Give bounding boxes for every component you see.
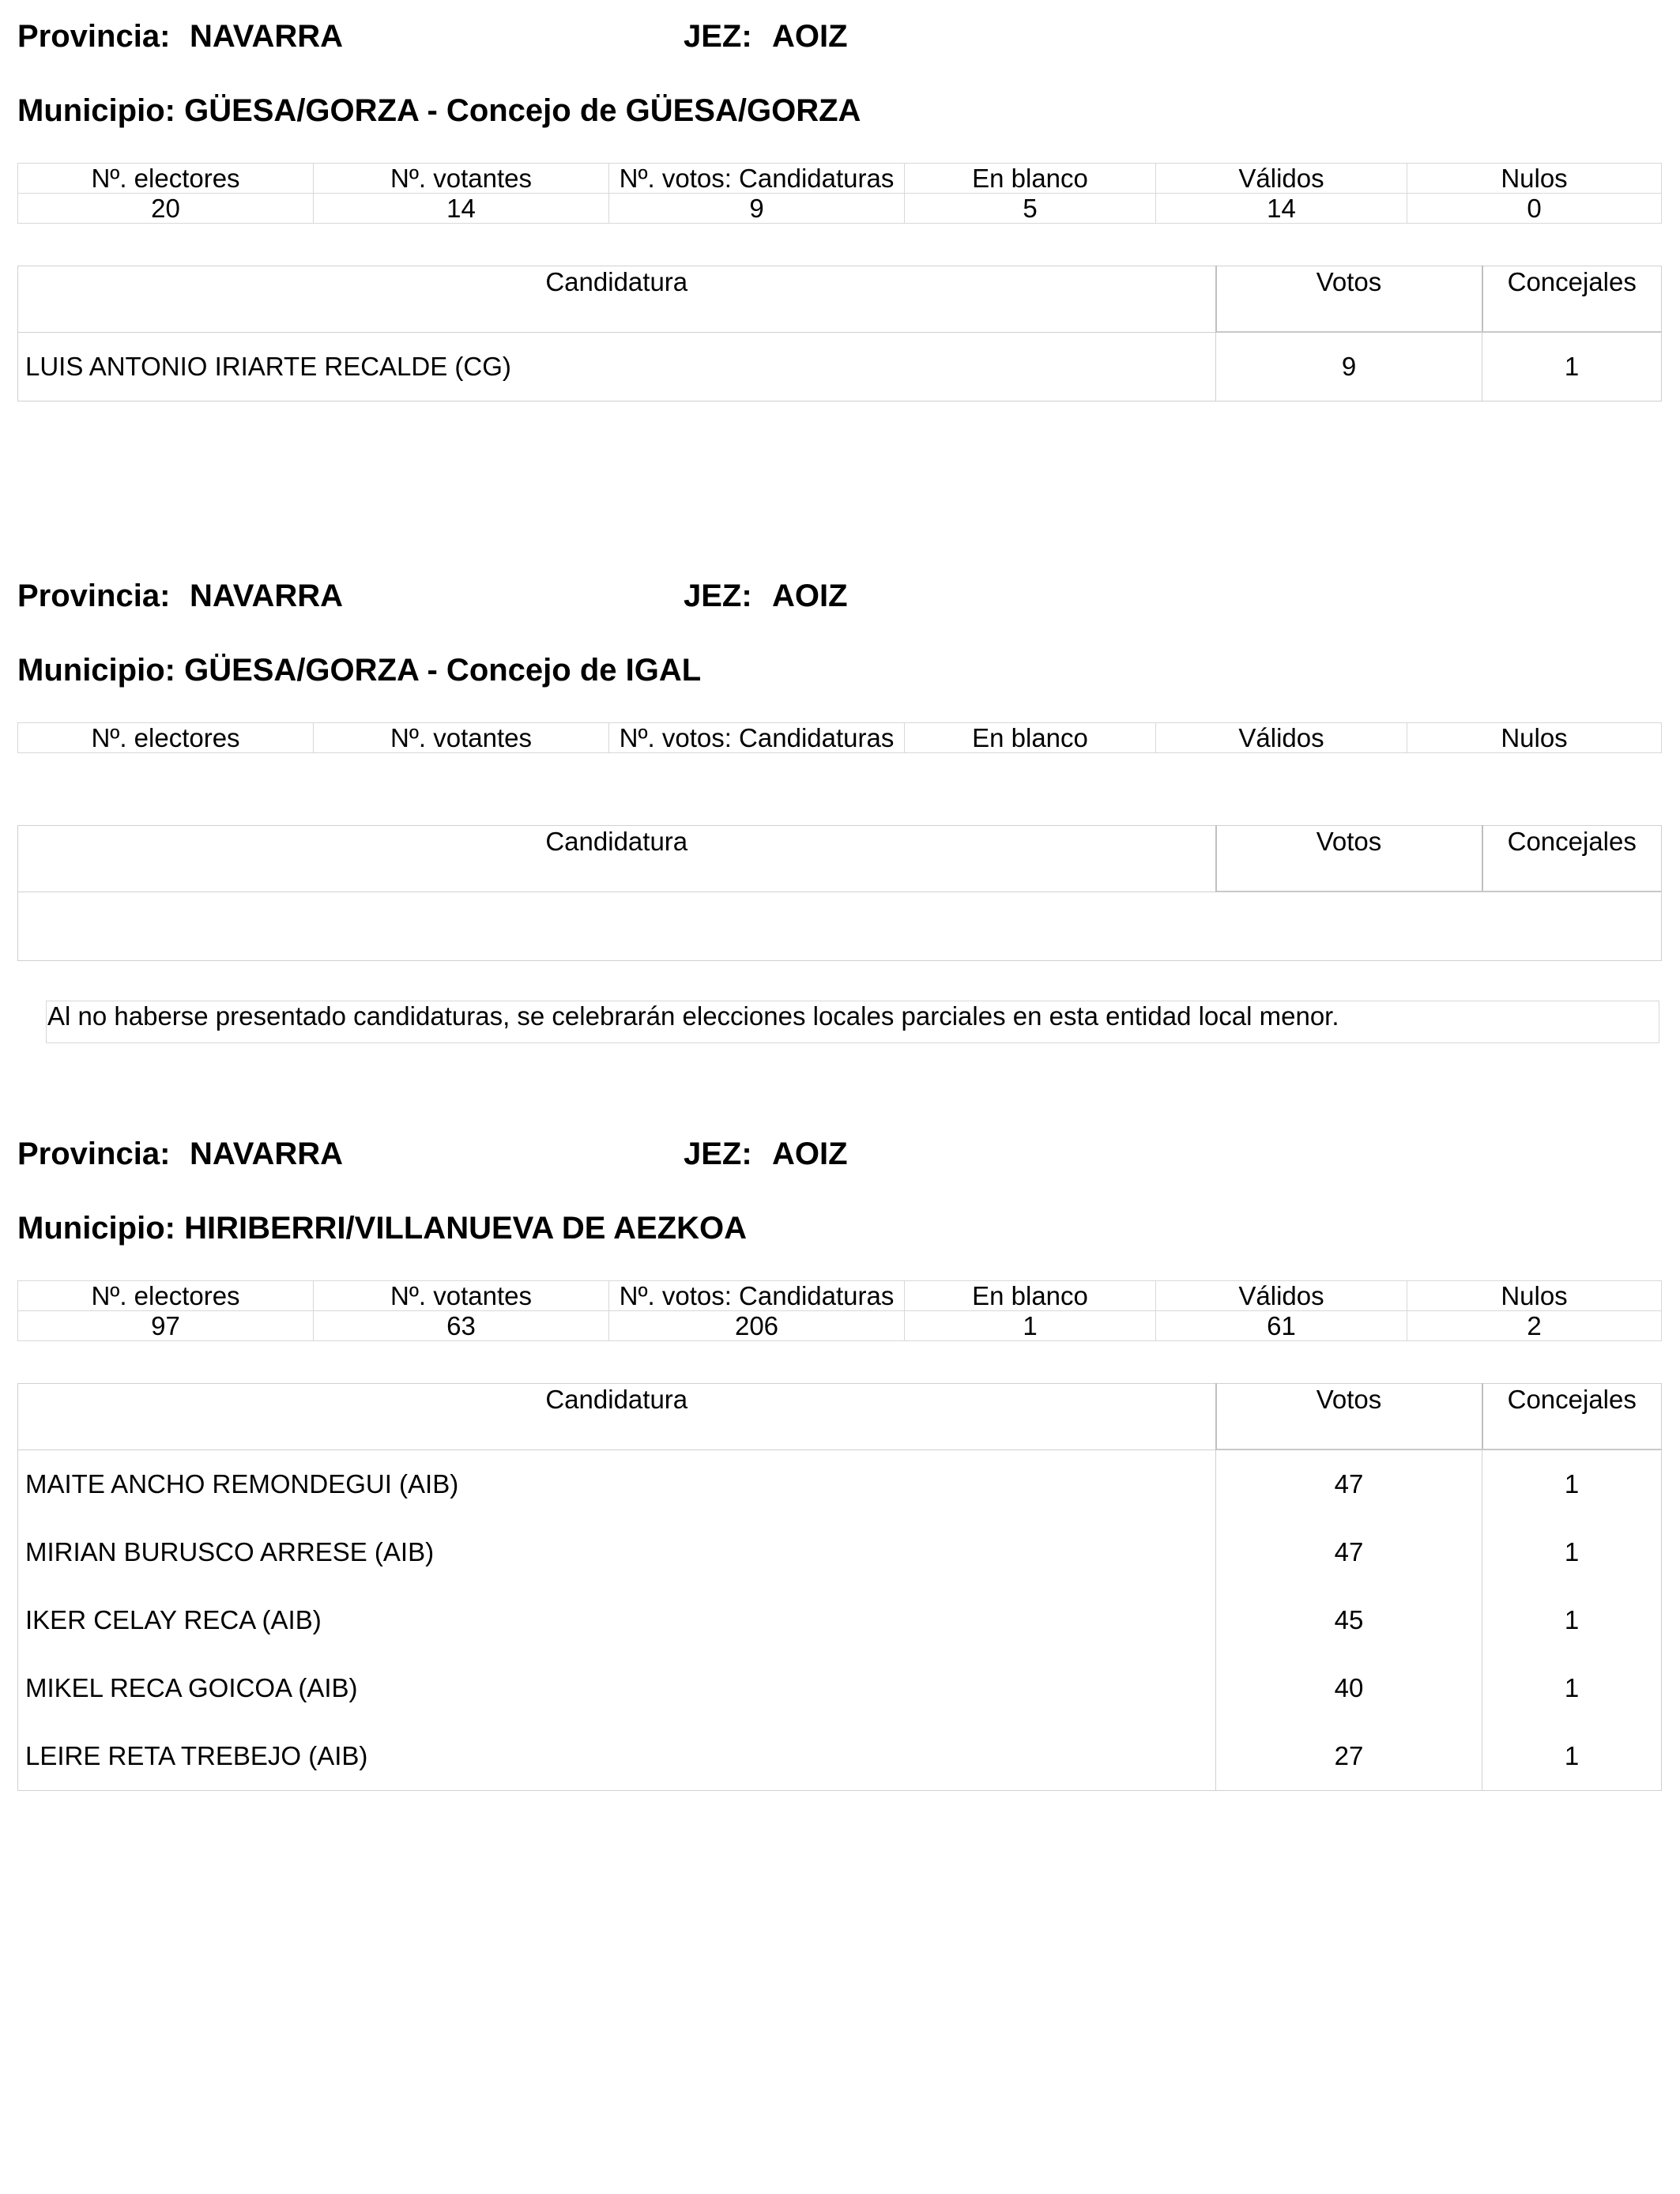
stats-table xyxy=(17,722,1662,753)
stats-header-row xyxy=(18,1281,1662,1311)
candidate-votos: 40 xyxy=(1216,1654,1482,1722)
stats-value-electores: 97 xyxy=(18,1311,314,1341)
candidates-table xyxy=(17,266,1662,401)
jez-value: AOIZ xyxy=(772,19,848,54)
header-line xyxy=(17,1133,1203,1173)
stats-header-nulos: Nulos xyxy=(1407,164,1662,194)
candidates-table xyxy=(17,1383,1662,1791)
stats-value-votantes: 14 xyxy=(314,194,609,224)
provincia-label: Provincia: xyxy=(17,19,171,54)
no-candidates-note: Al no haberse presentado candidaturas, se celebrarán elecciones locales parciales en esta entidad local menor. xyxy=(46,1001,1659,1043)
stats-value-electores: 20 xyxy=(18,194,314,224)
candidate-row xyxy=(18,1654,1662,1722)
candidate-name: LUIS ANTONIO IRIARTE RECALDE (CG) xyxy=(18,332,1216,401)
candidate-name: LEIRE RETA TREBEJO (AIB) xyxy=(18,1722,1216,1791)
candidates-table xyxy=(17,825,1662,961)
header-votos: Votos xyxy=(1216,1384,1482,1450)
stats-value-validos: 14 xyxy=(1156,194,1407,224)
stats-value-en-blanco: 1 xyxy=(905,1311,1156,1341)
candidate-votos: 9 xyxy=(1216,332,1482,401)
stats-header-votos-candidaturas: Nº. votos: Candidaturas xyxy=(609,723,905,753)
provincia-label: Provincia: xyxy=(17,579,171,613)
municipio-title: Municipio: GÜESA/GORZA - Concejo de GÜESA/GORZA xyxy=(17,93,861,128)
candidate-row xyxy=(18,1518,1662,1586)
jez-label: JEZ: xyxy=(684,19,752,54)
stats-header-votantes: Nº. votantes xyxy=(314,1281,609,1311)
stats-header-electores: Nº. electores xyxy=(18,164,314,194)
stats-header-row xyxy=(18,723,1662,753)
provincia-label: Provincia: xyxy=(17,1137,171,1171)
candidate-row xyxy=(18,1586,1662,1654)
candidates-header-row xyxy=(18,826,1662,892)
candidate-row xyxy=(18,1722,1662,1791)
stats-header-electores: Nº. electores xyxy=(18,1281,314,1311)
stats-header-row xyxy=(18,164,1662,194)
candidate-concejales: 1 xyxy=(1482,1586,1662,1654)
candidate-concejales: 1 xyxy=(1482,1449,1662,1518)
header-candidatura: Candidatura xyxy=(18,266,1216,333)
stats-value-votos-candidaturas: 9 xyxy=(609,194,905,224)
stats-header-validos: Válidos xyxy=(1156,164,1407,194)
candidate-concejales: 1 xyxy=(1482,1654,1662,1722)
municipio-title: Municipio: GÜESA/GORZA - Concejo de IGAL xyxy=(17,653,702,688)
candidate-name: MIKEL RECA GOICOA (AIB) xyxy=(18,1654,1216,1722)
candidate-concejales: 1 xyxy=(1482,332,1662,401)
candidate-votos: 47 xyxy=(1216,1449,1482,1518)
candidate-votos: 27 xyxy=(1216,1722,1482,1791)
provincia-value: NAVARRA xyxy=(190,579,344,613)
candidate-row xyxy=(18,1449,1662,1518)
stats-header-en-blanco: En blanco xyxy=(905,723,1156,753)
header-votos: Votos xyxy=(1216,266,1482,333)
stats-table xyxy=(17,1280,1662,1341)
stats-value-nulos: 0 xyxy=(1407,194,1662,224)
stats-table xyxy=(17,163,1662,224)
header-candidatura: Candidatura xyxy=(18,1384,1216,1450)
candidate-votos: 45 xyxy=(1216,1586,1482,1654)
stats-header-nulos: Nulos xyxy=(1407,723,1662,753)
stats-value-votantes: 63 xyxy=(314,1311,609,1341)
stats-value-nulos: 2 xyxy=(1407,1311,1662,1341)
election-section-2 xyxy=(0,560,1680,1129)
candidate-name: MAITE ANCHO REMONDEGUI (AIB) xyxy=(18,1449,1216,1518)
election-section-1 xyxy=(0,0,1680,569)
stats-value-validos: 61 xyxy=(1156,1311,1407,1341)
stats-header-nulos: Nulos xyxy=(1407,1281,1662,1311)
header-line xyxy=(17,16,1203,55)
candidate-votos: 47 xyxy=(1216,1518,1482,1586)
header-concejales: Concejales xyxy=(1482,826,1662,892)
stats-header-votos-candidaturas: Nº. votos: Candidaturas xyxy=(609,1281,905,1311)
candidate-concejales: 1 xyxy=(1482,1722,1662,1791)
empty-candidates-row xyxy=(18,892,1662,961)
candidate-concejales: 1 xyxy=(1482,1518,1662,1586)
jez-label: JEZ: xyxy=(684,1137,752,1171)
provincia-value: NAVARRA xyxy=(190,19,344,54)
empty-cell xyxy=(18,892,1662,961)
stats-value-row xyxy=(18,194,1662,224)
stats-value-row xyxy=(18,1311,1662,1341)
election-section-3 xyxy=(0,1118,1680,1908)
stats-header-validos: Válidos xyxy=(1156,1281,1407,1311)
header-votos: Votos xyxy=(1216,826,1482,892)
stats-value-votos-candidaturas: 206 xyxy=(609,1311,905,1341)
stats-header-electores: Nº. electores xyxy=(18,723,314,753)
provincia-value: NAVARRA xyxy=(190,1137,344,1171)
candidate-name: IKER CELAY RECA (AIB) xyxy=(18,1586,1216,1654)
header-line xyxy=(17,575,1203,615)
stats-header-en-blanco: En blanco xyxy=(905,164,1156,194)
stats-header-votantes: Nº. votantes xyxy=(314,164,609,194)
jez-label: JEZ: xyxy=(684,579,752,613)
header-concejales: Concejales xyxy=(1482,266,1662,333)
candidates-header-row xyxy=(18,266,1662,333)
jez-value: AOIZ xyxy=(772,579,848,613)
candidate-name: MIRIAN BURUSCO ARRESE (AIB) xyxy=(18,1518,1216,1586)
jez-value: AOIZ xyxy=(772,1137,848,1171)
header-candidatura: Candidatura xyxy=(18,826,1216,892)
stats-header-votos-candidaturas: Nº. votos: Candidaturas xyxy=(609,164,905,194)
stats-header-votantes: Nº. votantes xyxy=(314,723,609,753)
stats-header-validos: Válidos xyxy=(1156,723,1407,753)
municipio-title: Municipio: HIRIBERRI/VILLANUEVA DE AEZKOA xyxy=(17,1211,747,1246)
stats-header-en-blanco: En blanco xyxy=(905,1281,1156,1311)
header-concejales: Concejales xyxy=(1482,1384,1662,1450)
candidates-header-row xyxy=(18,1384,1662,1450)
stats-value-en-blanco: 5 xyxy=(905,194,1156,224)
candidate-row xyxy=(18,332,1662,401)
